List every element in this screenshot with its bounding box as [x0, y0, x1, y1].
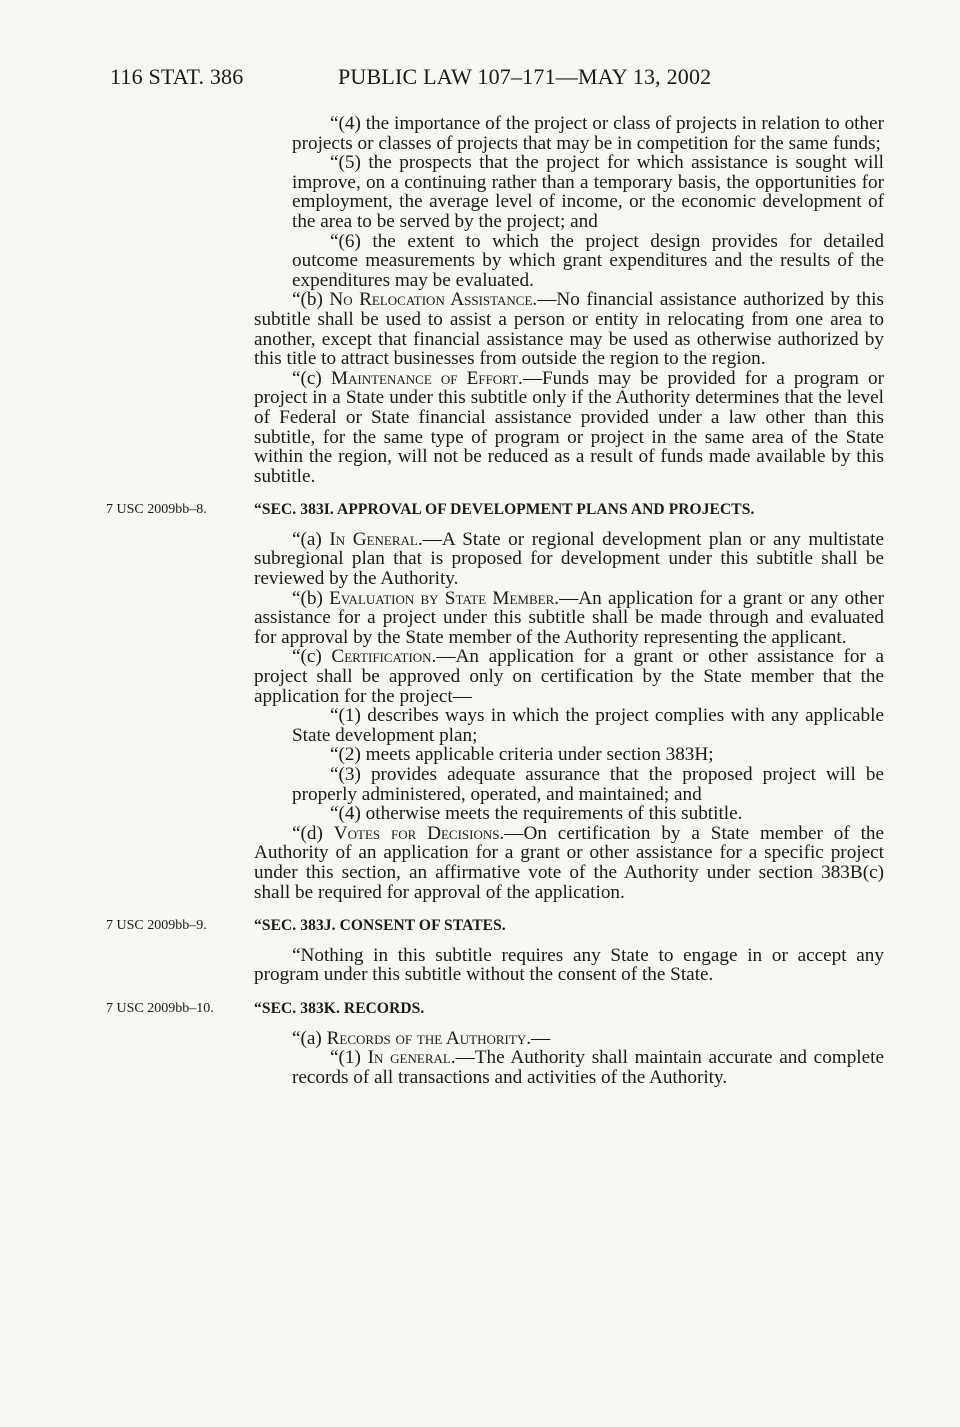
subsection-d-votes [254, 824, 884, 902]
page-stat-citation: 116 STAT. 386 [110, 64, 244, 89]
subsection-lead: “(b) [292, 289, 330, 311]
paragraph-lead: “(1) [330, 1047, 368, 1069]
subsection-lead: “(b) [292, 587, 330, 609]
subsection-lead: “(c) [292, 367, 331, 389]
paragraph-1-in-general [254, 1048, 884, 1087]
subsection-text: .—An application for a grant or other assistance for a project shall be approved only on certification by the State member that the application for the project— [254, 646, 885, 707]
consent-paragraph: “Nothing in this subtitle requires any State to engage in or accept any program under this subtitle without the consent of the State. [254, 944, 884, 986]
subsection-heading: Maintenance of Effort [330, 367, 519, 389]
subsection-heading: Records of the Authority [326, 1027, 527, 1049]
subsection-lead: “(a) [292, 1027, 327, 1049]
clause-3: “(3) provides adequate assurance that the proposed project will be properly administered, operated, and maintained; and [292, 764, 884, 805]
subsection-a-in-general [254, 530, 884, 589]
paragraph-4: “(4) the importance of the project or class of projects in relation to other projects or classes of projects that may be in competition for the same funds; [292, 113, 884, 154]
subsection-lead: “(c) [292, 646, 332, 668]
subsection-lead: “(a) [292, 528, 330, 550]
paragraph-5: “(5) the prospects that the project for which assistance is sought will improve, on a continuing rather than a temporary basis, the opportunities for employment, the average level of income, or the economic development of the area to be served by the project; and [292, 152, 884, 232]
subsection-text: .—An application for a grant or any other assistance for a project under this subtitle shall be made through and evaluated for approval by the State member of the Authority representing the applicant. [254, 587, 885, 648]
usc-margin-note: 7 USC 2009bb–8. [106, 502, 207, 518]
subsection-c-certification [254, 647, 884, 706]
subsection-text: .—On certification by a State member of the Authority of an application for a grant or other assistance for a specific project under this section, an affirmative vote of the Authority under section 383B(c) shall be required for approval of the application. [254, 822, 885, 903]
subsection-tail: .— [526, 1027, 551, 1049]
subsection-heading: In General [329, 528, 418, 550]
section-383k [106, 999, 884, 1019]
document-body [106, 113, 885, 1088]
subsection-text: .—A State or regional development plan or any multistate subregional plan that is proposed for development under this subtitle shall be reviewed by the Authority. [254, 528, 884, 590]
section-383i [106, 500, 884, 520]
clause-4: “(4) otherwise meets the requirements of this subtitle. [330, 803, 743, 825]
clause-1: “(1) describes ways in which the project complies with any applicable State development plan; [292, 705, 884, 746]
subsection-heading: Certification [331, 646, 432, 668]
usc-margin-note: 7 USC 2009bb–10. [106, 1000, 214, 1016]
subsection-text: .—No financial assistance authorized by this subtitle shall be used to assist a person or entity in relocating from one area to another, except that financial assistance may be used as otherwise authorized by this title to attract businesses from outside the region to the region. [254, 289, 884, 370]
section-title: “SEC. 383K. RECORDS. [254, 999, 425, 1017]
section-383j [106, 916, 884, 936]
section-title: “SEC. 383I. APPROVAL OF DEVELOPMENT PLANS AND PROJECTS. [254, 501, 755, 519]
subsection-heading: No Relocation Assistance [329, 289, 533, 311]
subsection-heading: Votes for Decisions [333, 822, 500, 844]
usc-margin-note: 7 USC 2009bb–9. [106, 918, 207, 934]
clause-2: “(2) meets applicable criteria under section 383H; [330, 744, 714, 766]
subsection-text: .—Funds may be provided for a program or project in a State under this subtitle only if the Authority determines that the level of Federal or State financial assistance provided under a law other than this subtitle, for the same type of program or project in the same area of the State within the region, will not be reduced as a result of funds made available by this subtitle. [254, 367, 885, 487]
paragraph-text: .—The Authority shall maintain accurate and complete records of all transactions and activities of the Authority. [292, 1047, 884, 1088]
subsection-a-records [254, 1029, 884, 1049]
paragraph-heading: In general [367, 1047, 451, 1069]
subsection-b-no-relocation [254, 290, 884, 368]
subsection-heading: Evaluation by State Member [329, 587, 555, 609]
subsection-b-evaluation [254, 589, 884, 648]
running-header: PUBLIC LAW 107–171—MAY 13, 2002 [338, 64, 712, 89]
subsection-lead: “(d) [292, 822, 334, 844]
subsection-c-maintenance [254, 369, 884, 487]
section-title: “SEC. 383J. CONSENT OF STATES. [254, 917, 506, 935]
paragraph-6: “(6) the extent to which the project design provides for detailed outcome measurements by which grant expenditures and the results of the expenditures may be evaluated. [292, 230, 884, 291]
